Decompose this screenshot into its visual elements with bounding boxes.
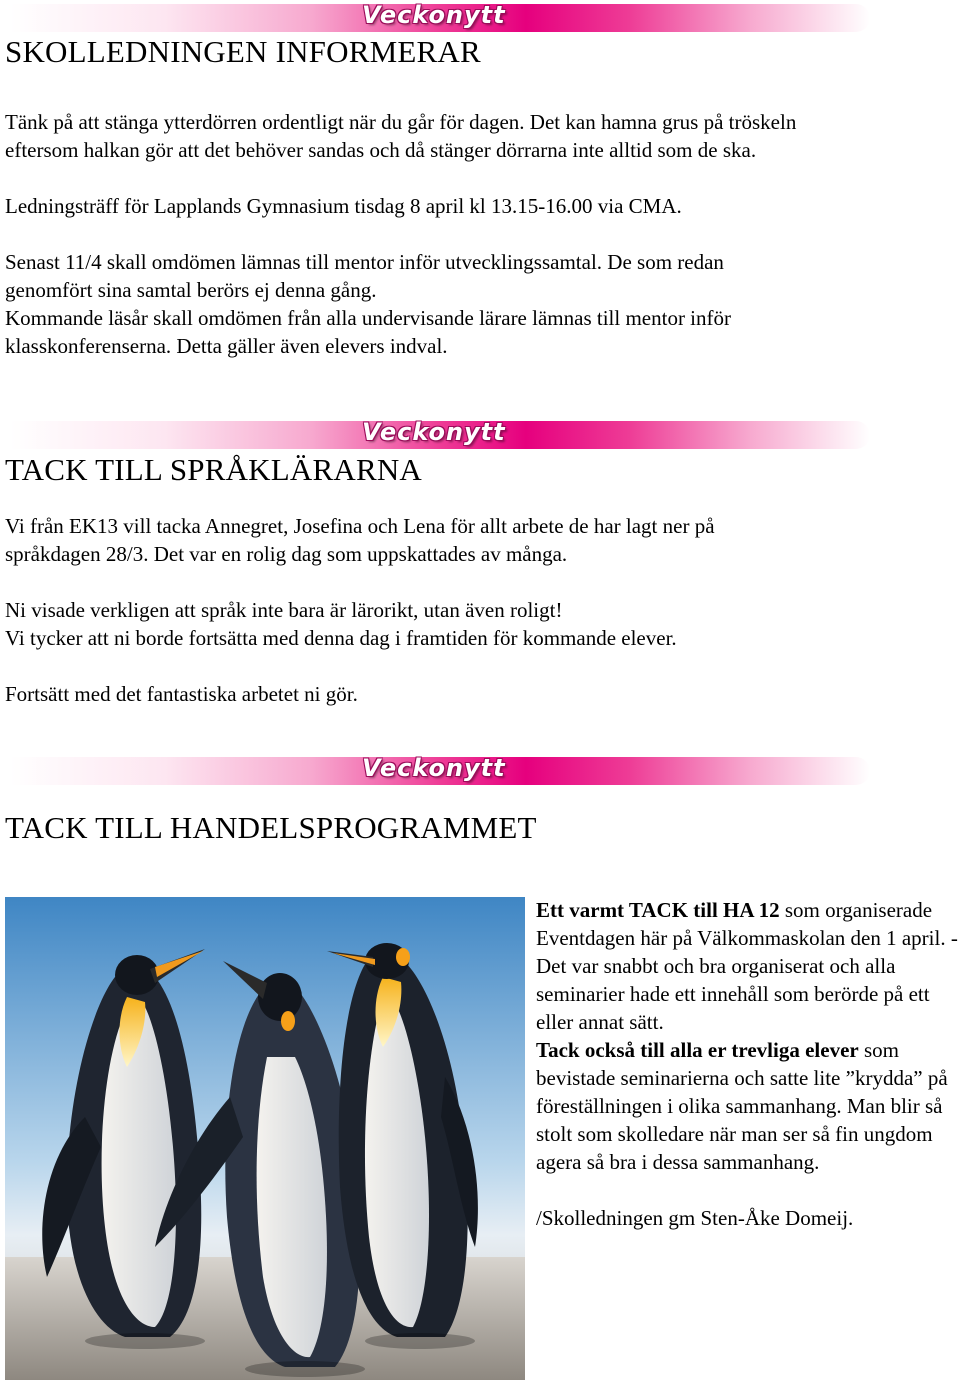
handelsprogrammet-text [536,896,960,1232]
paragraph-text: Ledningsträff för Lapplands Gymnasium tisdag 8 april kl 13.15-16.00 via CMA. [5,194,682,218]
paragraph-text: Senast 11/4 skall omdömen lämnas till mentor inför utvecklingssamtal. De som redan [5,250,724,274]
veckonytt-banner [10,754,870,785]
section-title-spraklararna: TACK TILL SPRÅKLÄRARNA [5,452,422,487]
paragraph-text: Vi från EK13 vill tacka Annegret, Josefina och Lena för allt arbete de har lagt ner på [5,514,715,538]
paragraph-text: Fortsätt med det fantastiska arbetet ni gör. [5,682,358,706]
paragraph-text: Tänk på att stänga ytterdörren ordentligt när du går för dagen. Det kan hamna grus på tröskeln [5,110,797,134]
paragraph-text: språkdagen 28/3. Det var en rolig dag som uppskattades av många. [5,542,568,566]
banner-label: Veckonytt [362,418,506,446]
paragraph-text: som bevistade seminarierna och satte lite ”krydda” på föreställningen i olika sammanhang. Man blir så stolt som skolledare när man ser så fin ungdom agera så bra i dessa sammanhang. [536,1038,948,1174]
thanks-paragraph-2 [536,1036,960,1176]
paragraph-text: genomfört sina samtal berörs ej denna gång. [5,278,377,302]
section-title-skolledningen: SKOLLEDNINGEN INFORMERAR [5,34,481,69]
bold-text: Ett varmt TACK till HA 12 [536,898,780,922]
thanks-paragraph-1 [536,896,960,1036]
paragraph-text: Kommande läsår skall omdömen från alla undervisande lärare lämnas till mentor inför [5,306,732,330]
section-title-handelsprogrammet: TACK TILL HANDELSPROGRAMMET [5,810,537,845]
bold-text: Tack också till alla er trevliga elever [536,1038,859,1062]
paragraph-text: eftersom halkan gör att det behöver sandas och då stänger dörrarna inte alltid som de ska. [5,138,757,162]
veckonytt-banner [10,1,870,32]
signature: /Skolledningen gm Sten-Åke Domeij. [536,1206,854,1230]
banner-label: Veckonytt [362,1,506,29]
paragraph-text: Ni visade verkligen att språk inte bara är lärorikt, utan även roligt! [5,598,563,622]
paragraph-text: klasskonferenserna. Detta gäller även elevers indval. [5,334,448,358]
penguins-photo [5,897,525,1380]
veckonytt-banner [10,418,870,449]
paragraph-text: Vi tycker att ni borde fortsätta med denna dag i framtiden för kommande elever. [5,626,677,650]
banner-label: Veckonytt [362,754,506,782]
paragraph-text: som organiserade Eventdagen här på Välkommaskolan den 1 april. - Det var snabbt och bra organiserat och alla seminarier hade ett innehåll som berörde på ett eller annat sätt. [536,898,958,1034]
